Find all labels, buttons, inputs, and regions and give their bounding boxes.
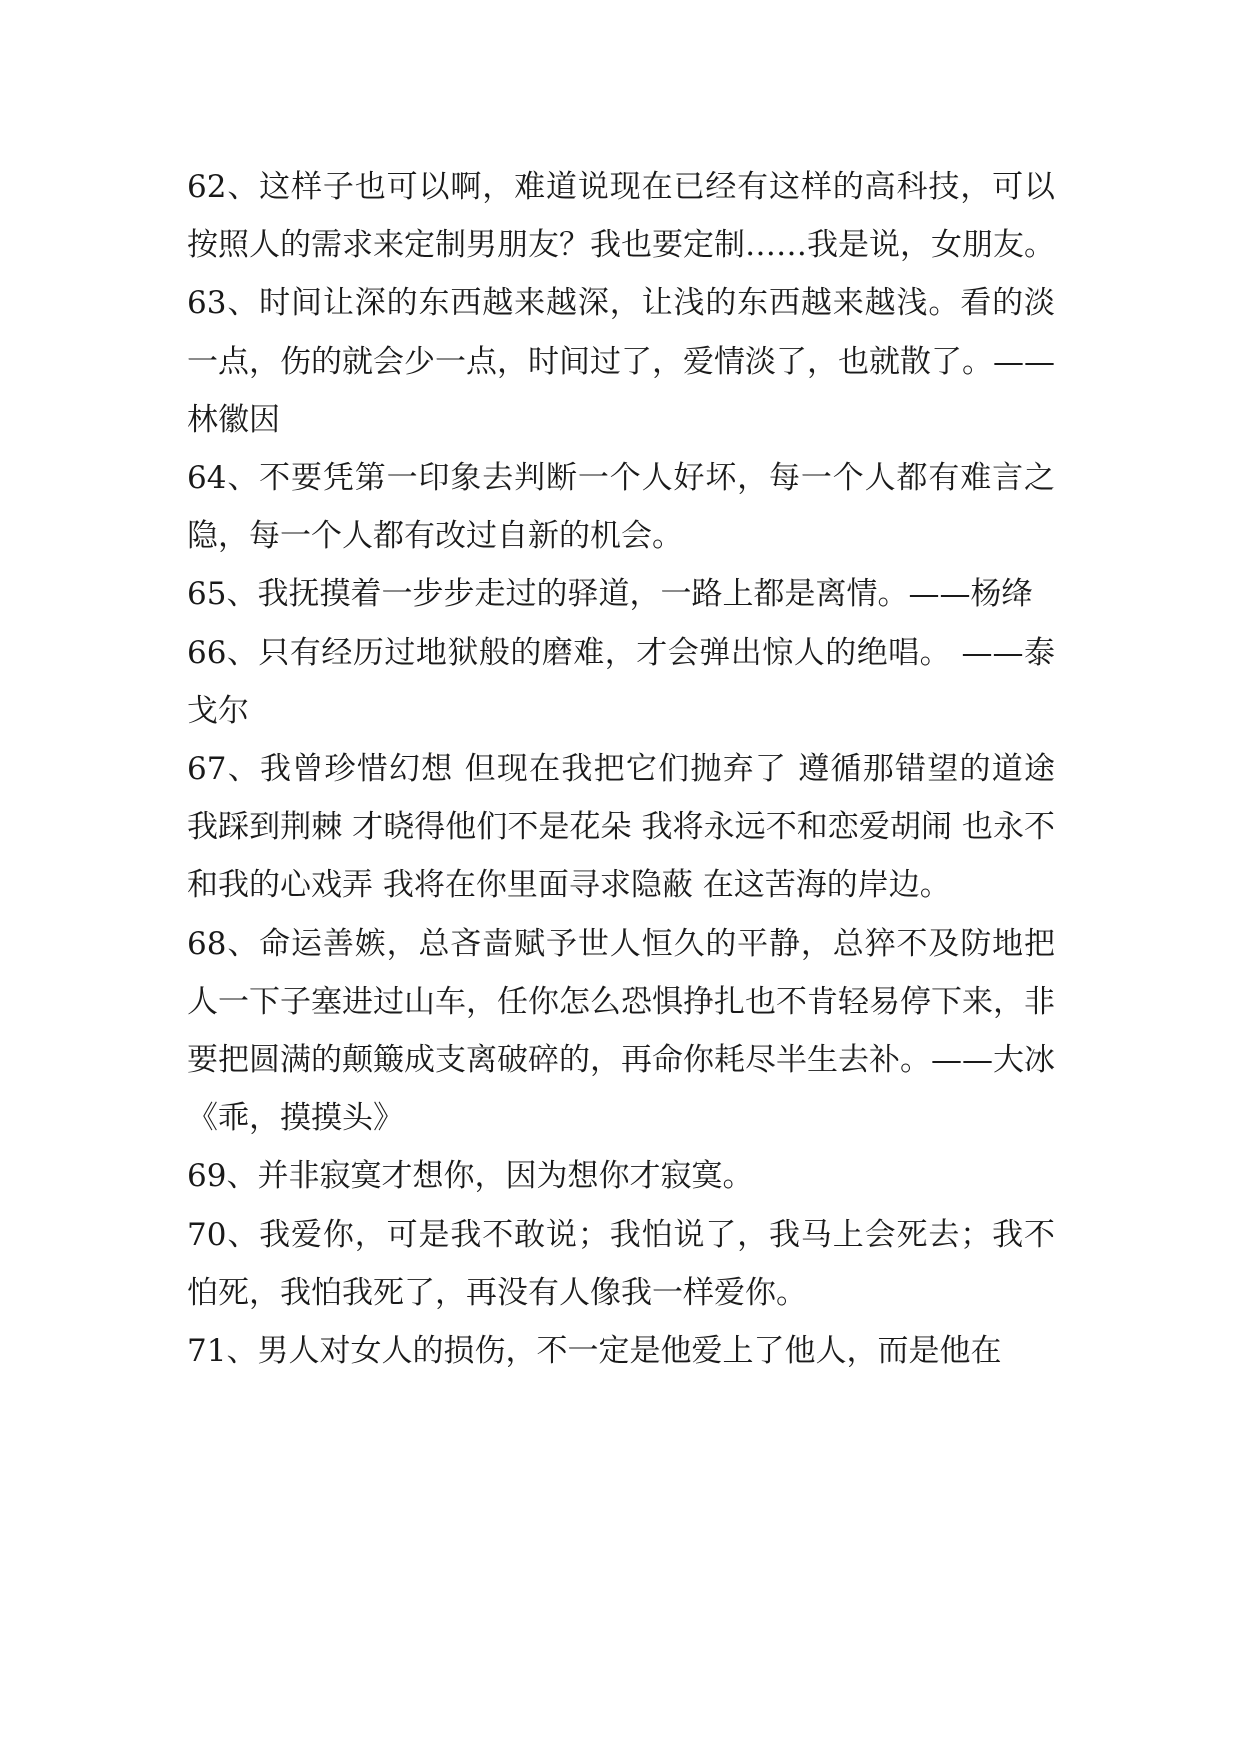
quote-paragraph-71: 71、男人对女人的损伤，不一定是他爱上了他人，而是他在	[187, 1333, 1002, 1370]
quote-paragraph-67: 67、我曾珍惜幻想 但现在我把它们抛弃了 遵循那错望的道途 我踩到荆棘 才晓得他们不是花朵 我将永远不和恋爱胡闹 也永不和我的心戏弄 我将在你里面寻求隐蔽 在这苦海的岸边。	[187, 751, 1065, 904]
quote-paragraph-62: 62、这样子也可以啊，难道说现在已经有这样的高科技，可以按照人的需求来定制男朋友？我也要定制……我是说，女朋友。	[187, 169, 1055, 264]
quote-paragraph-64: 64、不要凭第一印象去判断一个人好坏，每一个人都有难言之隐，每一个人都有改过自新的机会。	[187, 460, 1055, 555]
document-body	[187, 158, 1065, 1380]
quote-paragraph-63: 63、时间让深的东西越来越深，让浅的东西越来越浅。看的淡一点，伤的就会少一点，时间过了，爱情淡了，也就散了。—— 林徽因	[187, 285, 1065, 438]
quote-paragraph-69: 69、并非寂寞才想你，因为想你才寂寞。	[187, 1158, 754, 1195]
quote-paragraph-68: 68、命运善嫉，总吝啬赋予世人恒久的平静，总猝不及防地把人一下子塞进过山车，任你怎么恐惧挣扎也不肯轻易停下来，非要把圆满的颠簸成支离破碎的，再命你耗尽半生去补。——大冰 《乖，摸摸头》	[187, 925, 1065, 1137]
quote-paragraph-66: 66、只有经历过地狱般的磨难，才会弹出惊人的绝唱。 ——泰戈尔	[187, 634, 1055, 729]
quote-paragraph-70: 70、我爱你，可是我不敢说；我怕说了，我马上会死去；我不怕死，我怕我死了，再没有人像我一样爱你。	[187, 1216, 1055, 1311]
quote-paragraph-65: 65、我抚摸着一步步走过的驿道，一路上都是离情。——杨绛	[187, 576, 1033, 613]
